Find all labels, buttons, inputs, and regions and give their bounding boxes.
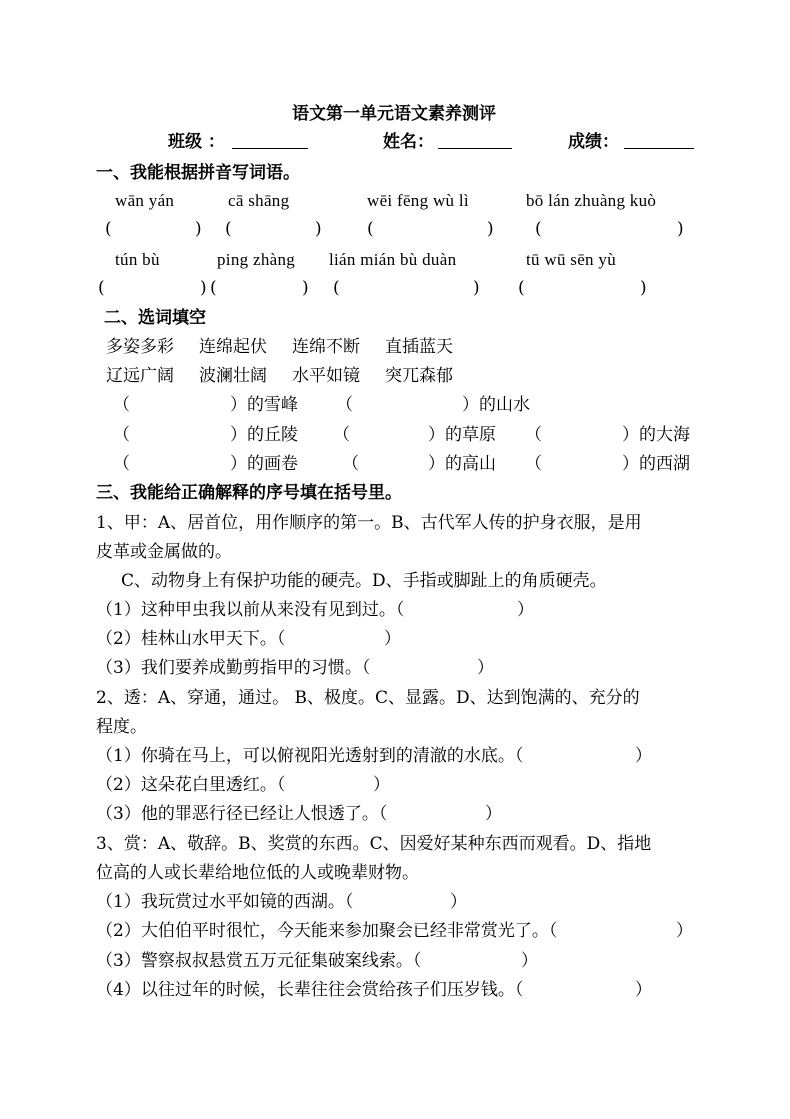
question-item: （3）他的罪恶行径已经让人恨透了。（ bbox=[96, 804, 388, 824]
pinyin: wēi fēng wù lì bbox=[367, 191, 469, 210]
question-item: （4）以往过年的时候，长辈往往会赏给孩子们压岁钱。（ bbox=[96, 980, 524, 1000]
page-title: 语文第一单元语文素养测评 bbox=[292, 104, 496, 124]
question-item: （3）我们要养成勤剪指甲的习惯。（ bbox=[96, 658, 371, 678]
pinyin: bō lán zhuàng kuò bbox=[526, 191, 657, 210]
fill-blank-phrase: ）的西湖 bbox=[622, 454, 690, 474]
class-blank[interactable] bbox=[232, 134, 308, 149]
close-paren[interactable]: ） bbox=[635, 980, 652, 1000]
word-option: 连绵起伏 bbox=[199, 337, 267, 357]
question-item: （3）警察叔叔悬赏五万元征集破案线索。（ bbox=[96, 951, 422, 971]
fill-blank-phrase: ）的山水 bbox=[462, 395, 530, 415]
question-item: （1）这种甲虫我以前从来没有见到过。（ bbox=[96, 600, 405, 620]
fill-open-paren[interactable]: （ bbox=[113, 425, 130, 445]
score-blank[interactable] bbox=[624, 134, 694, 149]
worksheet-page: 语文第一单元语文素养测评 班级 ： 姓名： 成绩： 一、我能根据拼音写词语。 wān yán cā shāng wēi fēng wù lì bō lán zhuàng kuò ( ) ( ) ( ) ( ) tún bù ping zhàng lián mián bù duàn tū wū sēn yù ( ) ( ) ( ) ( ) 二、选词填空 多姿多彩 连绵起伏 连绵不断 直插蓝天 辽远广阔 波澜壮阔 水平如镜 突兀森郁 （ ）的雪峰 （ ）的山水 （ ）的丘陵 （ ）的草原 （ ）的大海 （ ）的画卷 （ ）的高山 （ ）的西湖 三、我能给正确解释的序号填在括号里。 1、甲：A、居首位，用作顺序的第一。B、古代军人传的护身衣服，是用 皮革或金属做的。 C、动物身上有保护功能的硬壳。D、手指或脚趾上的角质硬壳。 （1）这种甲虫我以前从来没有见到过。（ ） （2）桂林山水甲天下。（ ） （3）我们要养成勤剪指甲的习惯。（ ） 2、透：A、穿通，通过。 B、极度。C、显露。D、达到饱满的、充分的 程度。 （1）你骑在马上，可以俯视阳光透射到的清澈的水底。（ ） （2）这朵花白里透红。（ ） （3）他的罪恶行径已经让人恨透了。（ ） 3、赏：A、敬辞。B、奖赏的东西。C、因爱好某种东西而观看。D、指地 位高的人或长辈给地位低的人或晚辈财物。 （1）我玩赏过水平如镜的西湖。（ ） （2）大伯伯平时很忙，今天能来参加聚会已经非常赏光了。（ ） （3）警察叔叔悬赏五万元征集破案线索。（ ） （4）以往过年的时候，长辈往往会赏给孩子们压岁钱。（ ） bbox=[96, 104, 693, 1000]
question-item: （1）你骑在马上，可以俯视阳光透射到的清澈的水底。（ bbox=[96, 746, 524, 766]
question-definition: 2、透：A、穿通，通过。 B、极度。C、显露。D、达到饱满的、充分的 bbox=[96, 688, 640, 708]
question-item: （2）这朵花白里透红。（ bbox=[96, 775, 286, 795]
fill-open-paren[interactable]: （ bbox=[113, 395, 130, 415]
close-paren[interactable]: ） bbox=[384, 629, 401, 649]
fill-open-paren[interactable]: （ bbox=[333, 425, 350, 445]
word-option: 突兀森郁 bbox=[385, 366, 453, 386]
question-definition: 皮革或金属做的。 bbox=[96, 542, 232, 562]
question-definition: 位高的人或长辈给地位低的人或晚辈财物。 bbox=[96, 863, 419, 883]
fill-open-paren[interactable]: （ bbox=[113, 454, 130, 474]
word-option: 连绵不断 bbox=[292, 337, 360, 357]
score-label: 成绩： bbox=[568, 132, 619, 152]
fill-blank-phrase: ）的画卷 bbox=[230, 454, 298, 474]
pinyin: lián mián bù duàn bbox=[329, 250, 457, 269]
pinyin: tū wū sēn yù bbox=[526, 250, 617, 269]
word-option: 多姿多彩 bbox=[106, 337, 174, 357]
word-option: 直插蓝天 bbox=[385, 337, 453, 357]
section1-heading: 一、我能根据拼音写词语。 bbox=[96, 163, 300, 183]
fill-open-paren[interactable]: （ bbox=[525, 425, 542, 445]
close-paren[interactable]: ） bbox=[635, 746, 652, 766]
close-paren[interactable]: ） bbox=[521, 951, 538, 971]
word-option: 波澜壮阔 bbox=[199, 366, 267, 386]
pinyin: tún bù bbox=[115, 250, 160, 269]
pinyin: ping zhàng bbox=[217, 250, 296, 269]
name-label: 姓名： bbox=[383, 132, 434, 152]
fill-blank-phrase: ）的雪峰 bbox=[230, 395, 298, 415]
pinyin: cā shāng bbox=[228, 191, 290, 210]
close-paren[interactable]: ） bbox=[517, 600, 534, 620]
question-item: （2）大伯伯平时很忙，今天能来参加聚会已经非常赏光了。（ bbox=[96, 921, 558, 941]
question-definition: C、动物身上有保护功能的硬壳。D、手指或脚趾上的角质硬壳。 bbox=[121, 571, 607, 591]
word-option: 水平如镜 bbox=[292, 366, 360, 386]
fill-open-paren[interactable]: （ bbox=[525, 454, 542, 474]
fill-open-paren[interactable]: （ bbox=[336, 395, 353, 415]
fill-blank-phrase: ）的丘陵 bbox=[230, 425, 298, 445]
close-paren[interactable]: ） bbox=[450, 892, 467, 912]
question-definition: 3、赏：A、敬辞。B、奖赏的东西。C、因爱好某种东西而观看。D、指地 bbox=[96, 834, 652, 854]
fill-blank-phrase: ）的草原 bbox=[428, 425, 496, 445]
close-paren[interactable]: ） bbox=[477, 658, 494, 678]
close-paren[interactable]: ） bbox=[485, 804, 502, 824]
close-paren[interactable]: ） bbox=[373, 775, 390, 795]
question-definition: 1、甲：A、居首位，用作顺序的第一。B、古代军人传的护身衣服，是用 bbox=[96, 513, 642, 533]
fill-open-paren[interactable]: （ bbox=[342, 454, 359, 474]
close-paren[interactable]: ） bbox=[676, 921, 693, 941]
question-item: （1）我玩赏过水平如镜的西湖。（ bbox=[96, 892, 354, 912]
word-option: 辽远广阔 bbox=[106, 366, 174, 386]
pinyin: wān yán bbox=[115, 191, 175, 210]
class-label: 班级 ： bbox=[168, 132, 225, 152]
question-item: （2）桂林山水甲天下。（ bbox=[96, 629, 286, 649]
fill-blank-phrase: ）的高山 bbox=[428, 454, 496, 474]
section2-heading: 二、选词填空 bbox=[104, 308, 206, 328]
question-definition: 程度。 bbox=[96, 717, 147, 737]
fill-blank-phrase: ）的大海 bbox=[622, 425, 690, 445]
section3-heading: 三、我能给正确解释的序号填在括号里。 bbox=[96, 483, 402, 503]
name-blank[interactable] bbox=[438, 134, 512, 149]
